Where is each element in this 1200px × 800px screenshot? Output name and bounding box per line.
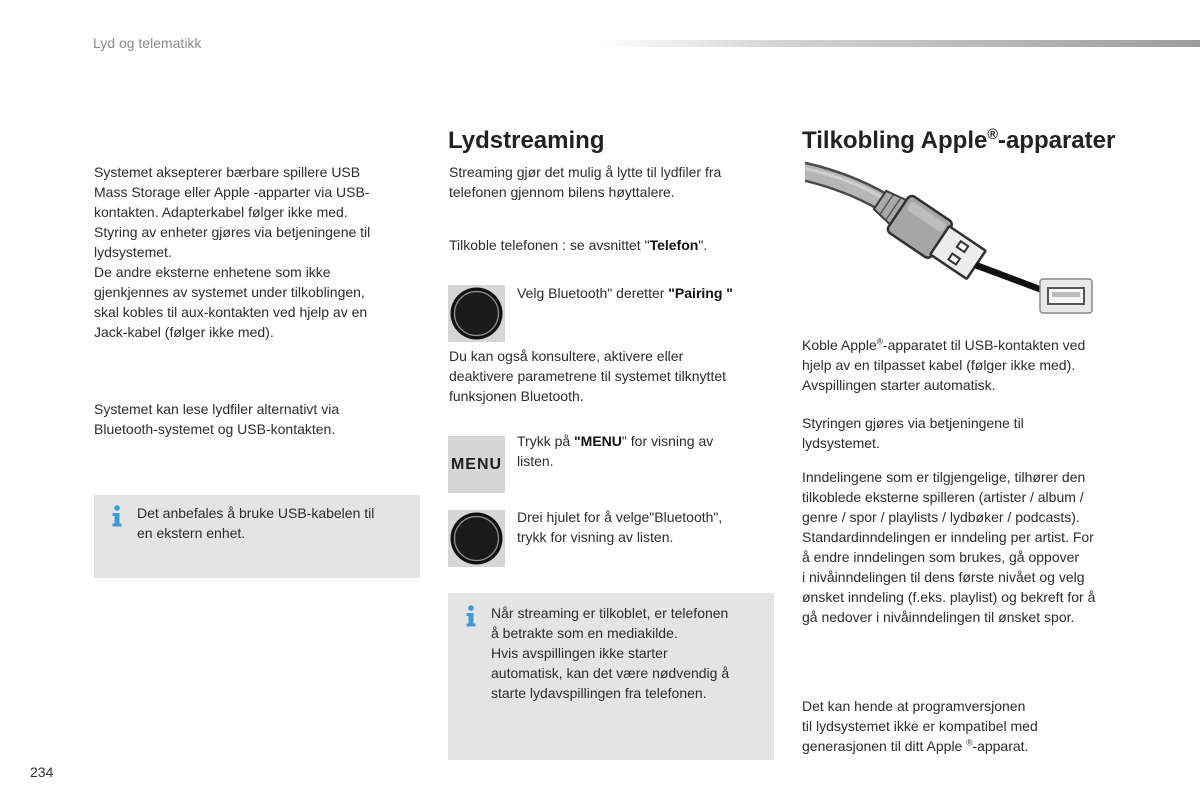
text-line: å betrakte som en mediakilde.	[491, 625, 678, 641]
text-line	[802, 335, 1085, 355]
rotary-knob-tile	[448, 510, 505, 567]
heading-text: Tilkobling Apple	[802, 127, 988, 154]
bluetooth-settings-paragraph	[449, 346, 726, 406]
telefon-reference: Telefon	[649, 237, 699, 253]
text-line: De andre eksterne enhetene som ikke	[94, 264, 331, 280]
text-line: Mass Storage eller Apple -apparter via USB-	[94, 184, 370, 200]
text-line: Når streaming er tilkoblet, er telefonen	[491, 605, 729, 621]
text-line: ønsket inndeling (f.eks. playlist) og bekreft for å	[802, 589, 1096, 605]
rotary-knob-icon	[448, 510, 505, 567]
menu-reference: "MENU	[574, 433, 622, 449]
apple-categories-paragraph	[802, 467, 1095, 627]
pairing-step-text	[517, 283, 733, 303]
section-heading-apple	[802, 126, 1115, 156]
pairing-text: Velg Bluetooth" deretter	[517, 285, 669, 301]
apple-compatibility-paragraph	[802, 696, 1038, 756]
alt-sources-paragraph	[94, 399, 339, 439]
text-line: en ekstern enhet.	[137, 525, 246, 541]
text-line: gjenkjennes av systemet under tilkoblingen,	[94, 284, 365, 300]
text-line: Standardinndelingen er inndeling per artist. For	[802, 529, 1094, 545]
text-line: funksjonen Bluetooth.	[449, 388, 584, 404]
menu-step-text-start: Trykk på	[517, 433, 575, 449]
registered-mark: ®	[987, 127, 998, 143]
usb-plug	[868, 182, 989, 283]
text-line: i nivåinndelingen til dens første nivået og velg	[802, 569, 1085, 585]
text-line: deaktivere parametrene til systemet tilknyttet	[449, 368, 727, 384]
info-icon	[465, 605, 477, 627]
text-line: kontakten. Adapterkabel følger ikke med.	[94, 204, 348, 220]
text-line: lydsystemet.	[94, 244, 172, 260]
note-text	[137, 503, 374, 543]
menu-step-text	[517, 431, 713, 471]
text-line	[449, 235, 707, 255]
registered-mark: ®	[876, 336, 883, 347]
text-line: Systemet kan lese lydfiler alternativt via	[94, 401, 340, 417]
text-line	[517, 283, 733, 303]
text-line: Det anbefales å bruke USB-kabelen til	[137, 505, 375, 521]
usb-port	[1040, 279, 1092, 313]
text-line: Styring av enheter gjøres via betjeningene til	[94, 224, 371, 240]
text-line: automatisk, kan det være nødvendig å	[491, 665, 730, 681]
text-line: lydsystemet.	[802, 435, 880, 451]
text-line: Inndelingene som er tilgjengelige, tilhører den	[802, 469, 1086, 485]
usb-cable-and-port-icon	[805, 162, 1130, 322]
connect-phone-paragraph	[449, 235, 707, 255]
text-line: Systemet aksepterer bærbare spillere USB	[94, 164, 361, 180]
usb-intro-paragraph	[94, 162, 370, 342]
heading-text-end: -apparater	[997, 127, 1116, 154]
text-line: gå nedover i nivåinndelingen til ønsket spor.	[802, 609, 1075, 625]
rotary-knob-icon	[448, 285, 505, 342]
text-line	[517, 431, 713, 451]
text-line: skal kobles til aux-kontakten ved hjelp av en	[94, 304, 368, 320]
menu-step-text-end: " for visning av	[621, 433, 714, 449]
header-rule	[598, 40, 1200, 47]
text-line: Hvis avspillingen ikke starter	[491, 645, 668, 661]
text-line: Det kan hende at programversjonen	[802, 698, 1026, 714]
page-number: 234	[30, 764, 54, 780]
connect-text: Tilkoble telefonen : se avsnittet "	[449, 237, 650, 253]
apple-connect-paragraph	[802, 335, 1085, 395]
registered-mark: ®	[966, 737, 973, 748]
menu-button-label: MENU	[450, 456, 503, 473]
compat-text-end: -apparat.	[972, 738, 1029, 754]
text-line: å endre inndelingen som brukes, gå oppover	[802, 549, 1080, 565]
text-line: Drei hjulet for å velge"Bluetooth",	[517, 509, 723, 525]
text-line: hjelp av en tilpasset kabel (følger ikke med).	[802, 357, 1076, 373]
info-icon	[111, 505, 123, 527]
connection-arrow	[974, 262, 1043, 293]
select-step-text	[517, 507, 722, 547]
text-line	[802, 736, 1038, 756]
text-line: Avspillingen starter automatisk.	[802, 377, 996, 393]
connect-text-end: ".	[698, 237, 708, 253]
text-line: Styringen gjøres via betjeningene til	[802, 415, 1024, 431]
text-line: trykk for visning av listen.	[517, 529, 674, 545]
streaming-intro-paragraph	[449, 162, 721, 202]
streaming-note	[448, 593, 774, 760]
text-line: Bluetooth-systemet og USB-kontakten.	[94, 421, 336, 437]
connect-text: Koble Apple	[802, 337, 877, 353]
text-line: Du kan også konsultere, aktivere eller	[449, 348, 684, 364]
usb-cable	[805, 167, 883, 202]
section-heading-streaming: Lydstreaming	[448, 127, 605, 154]
section-header: Lyd og telematikk	[93, 35, 202, 51]
menu-button-icon	[448, 436, 505, 493]
connect-text-end: -apparatet til USB-kontakten ved	[882, 337, 1086, 353]
rotary-knob-tile	[448, 285, 505, 342]
text-line: listen.	[517, 453, 554, 469]
text-line: starte lydavspillingen fra telefonen.	[491, 685, 707, 701]
text-line: genre / spor / playlists / lydbøker / podcasts).	[802, 509, 1080, 525]
text-line: til lydsystemet ikke er kompatibel med	[802, 718, 1038, 734]
text-line: telefonen gjennom bilens høyttalere.	[449, 184, 675, 200]
compat-text: generasjonen til ditt Apple	[802, 738, 967, 754]
usb-cable-note	[94, 495, 420, 578]
apple-controls-paragraph	[802, 413, 1024, 453]
text-line: Streaming gjør det mulig å lytte til lydfiler fra	[449, 164, 722, 180]
text-line: Jack-kabel (følger ikke med).	[94, 324, 274, 340]
pairing-label: "Pairing "	[668, 285, 733, 301]
note-text	[491, 603, 729, 703]
text-line: tilkoblede eksterne spilleren (artister / album /	[802, 489, 1084, 505]
